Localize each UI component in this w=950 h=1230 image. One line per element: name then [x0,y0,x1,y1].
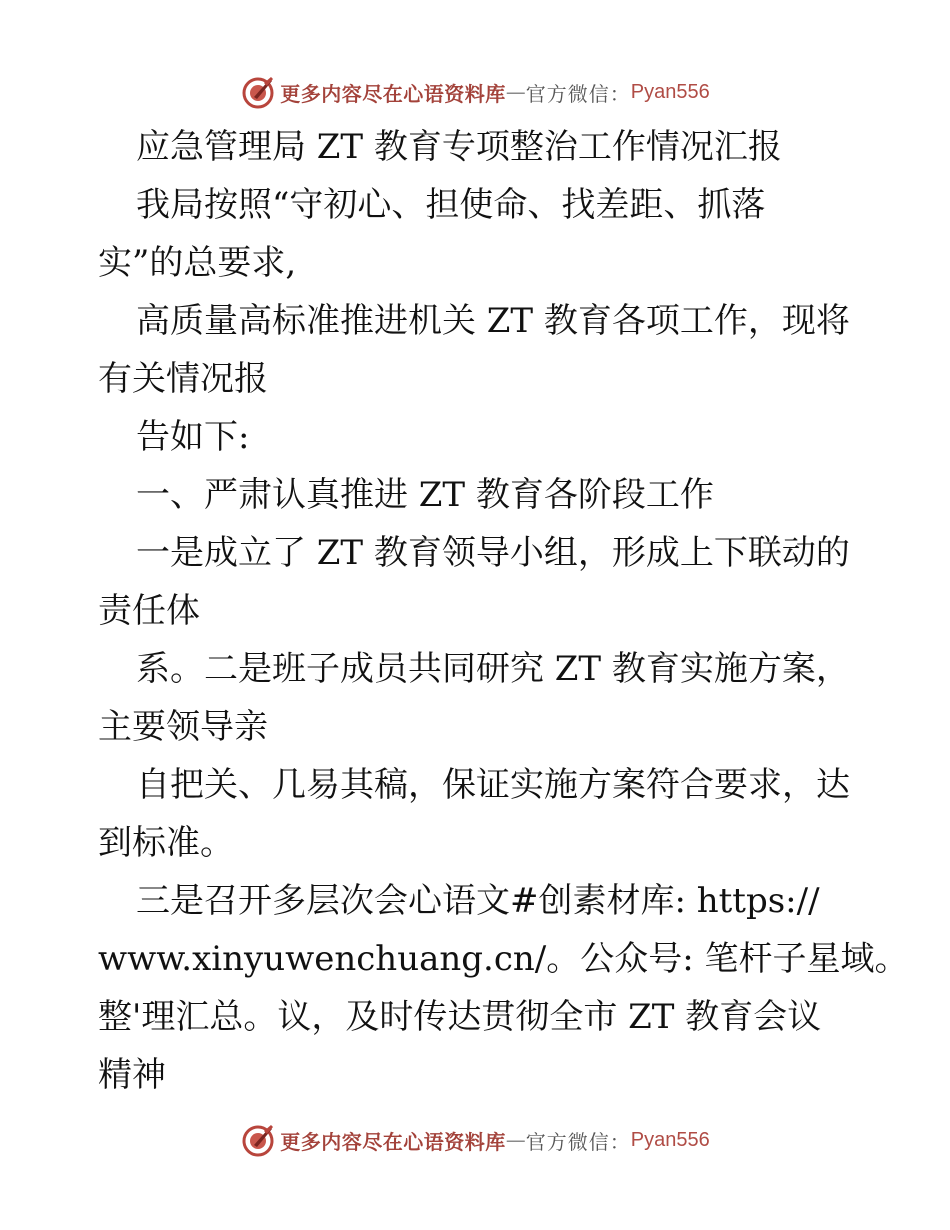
text-line: 我局按照“守初心、担使命、找差距、抓落 [136,185,766,225]
document-body [98,118,909,1104]
section-heading: 一、严肃认真推进 ZT 教育各阶段工作 [136,475,714,515]
quill-logo-icon [240,74,276,110]
watermark-text: 更多内容尽在心语资料库 [280,81,506,106]
wechat-id: Pyan556 [630,80,710,103]
text-line: 自把关、几易其稿，保证实施方案符合要求，达 [136,765,850,805]
text-line: 责任体 [98,591,200,631]
text-line: 一是成立了 ZT 教育领导小组，形成上下联动的 [136,533,850,573]
watermark-separator: — [505,1128,526,1152]
text-line: 主要领导亲 [98,707,268,747]
footer-watermark-banner [0,1120,950,1160]
text-line: 有关情况报 [98,359,268,399]
text-line: 整'理汇总。议，及时传达贯彻全市 ZT 教育会议 [98,997,822,1037]
text-line: 高质量高标准推进机关 ZT 教育各项工作，现将 [136,301,850,341]
text-line: 三是召开多层次会心语文#创素材库: https:// [136,881,820,921]
text-line: 告如下: [136,417,250,457]
quill-logo-icon [240,1122,276,1158]
document-title: 应急管理局 ZT 教育专项整治工作情况汇报 [136,127,782,167]
watermark-separator: — [505,80,526,104]
text-line: 系。二是班子成员共同研究 ZT 教育实施方案， [136,649,850,689]
watermark-text: 更多内容尽在心语资料库 [280,1129,506,1154]
wechat-label: 官方微信： [525,1129,631,1154]
wechat-label: 官方微信： [525,81,631,106]
text-line: 实”的总要求, [98,243,297,283]
wechat-id: Pyan556 [630,1128,710,1151]
header-watermark-banner [0,72,950,112]
text-line: 精神 [98,1055,166,1095]
text-line: 到标准。 [98,823,234,863]
text-line: www.xinyuwenchuang.cn/。公众号: 笔杆子星域。 [98,939,909,979]
